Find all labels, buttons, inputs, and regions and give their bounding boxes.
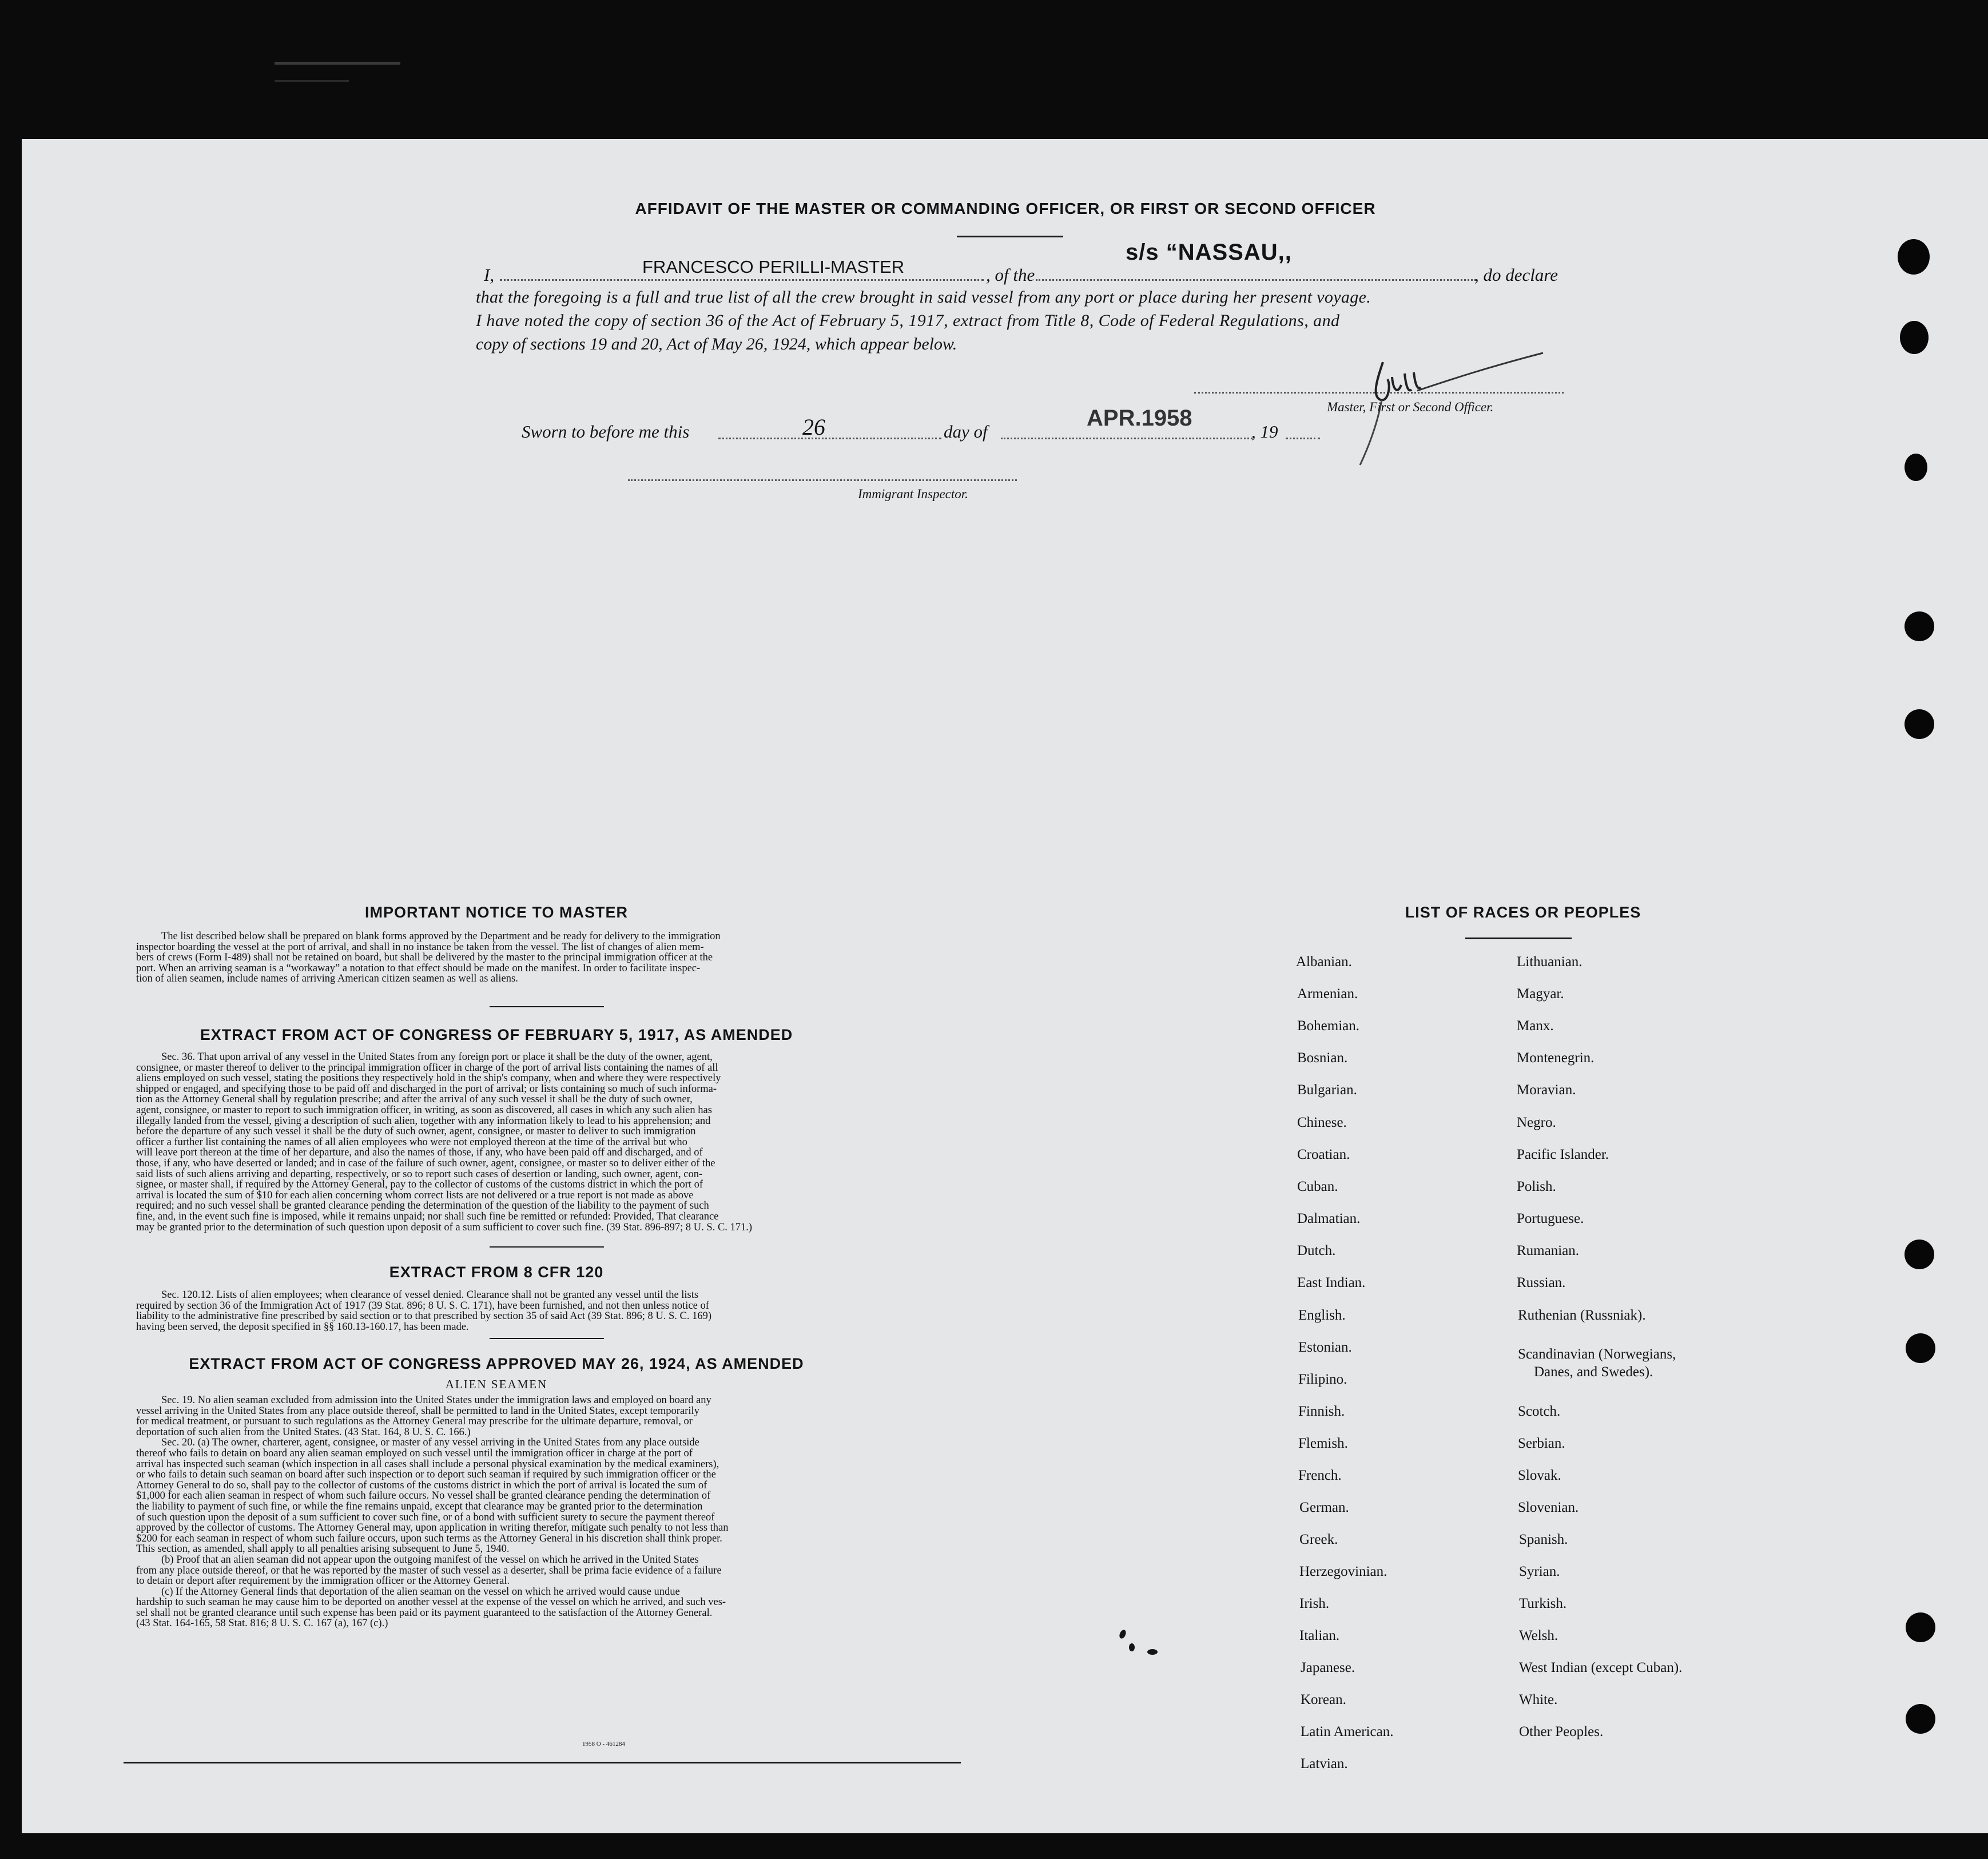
extract-1917-title: EXTRACT FROM ACT OF CONGRESS OF FEBRUARY 5, 1917, AS AMENDED: [200, 1026, 793, 1043]
law-line: to detain or deport after requirement by the immigration officer or the Attorney General.: [136, 1575, 510, 1587]
vessel-name-line: [1036, 279, 1476, 281]
law-line: will leave port thereon at the time of her departure, and also the names of those, if any, who have been paid off and discharged, and of: [136, 1147, 703, 1159]
race-item: Dutch.: [1297, 1243, 1336, 1258]
race-item: White.: [1519, 1692, 1558, 1707]
law-line: arrival has inspected such seaman (which inspection in all cases shall include a personal physical examination by the medical examiners),: [136, 1458, 719, 1470]
race-item: Spanish.: [1519, 1532, 1568, 1547]
law-line: of such question upon the deposit of a sum sufficient to cover such fine, or of a bond with sufficient surety to secure the payment thereof: [136, 1511, 715, 1523]
law-line: approved by the collector of customs. The Attorney General may, upon application in writing therefor, mitigate such penalty to not less than: [136, 1522, 729, 1534]
races-divider: [1465, 938, 1572, 939]
race-item: Welsh.: [1519, 1628, 1558, 1643]
race-item: French.: [1298, 1468, 1342, 1483]
law-line: deportation of such alien from the United States. (43 Stat. 164, 8 U. S. C. 166.): [136, 1426, 471, 1438]
law-line: Sec. 20. (a) The owner, charterer, agent, consignee, or master of any vessel arriving in the United States from any place outside: [161, 1437, 699, 1449]
race-item: Negro.: [1517, 1115, 1556, 1130]
declaration-line-2: I have noted the copy of section 36 of the Act of February 5, 1917, extract from Title 8, Code of Federal Regulations, and: [476, 311, 1340, 330]
punch-hole: [1900, 321, 1929, 354]
race-item: Bulgarian.: [1297, 1082, 1357, 1098]
i-label: I,: [484, 265, 495, 285]
race-item: Moravian.: [1517, 1082, 1576, 1098]
scanner-edge-mark: [275, 62, 400, 65]
sworn-day-line: [718, 438, 941, 439]
race-item: Scandinavian (Norwegians,: [1518, 1346, 1676, 1362]
race-item: Bohemian.: [1297, 1018, 1360, 1034]
race-item: Other Peoples.: [1519, 1724, 1604, 1739]
notice-line: inspector boarding the vessel at the port of arrival, and shall in no instance be taken from the vessel. The list of changes of alien mem-: [136, 941, 704, 953]
race-item: Serbian.: [1518, 1436, 1565, 1451]
extract-cfr-text: [136, 1290, 971, 1332]
extract-cfr-title: EXTRACT FROM 8 CFR 120: [389, 1264, 604, 1281]
law-line: required by section 36 of the Immigration Act of 1917 (39 Stat. 896; 8 U. S. C. 171), have been furnished, and not then unless notice of: [136, 1300, 709, 1312]
law-line: sel shall not be granted clearance until such expense has been paid or its payment guaranteed to the satisfaction of the Attorney General.: [136, 1607, 713, 1619]
vessel-name: s/s “NASSAU,,: [1126, 240, 1292, 265]
law-line: agent, consignee, or master to report to such immigration officer, in writing, as soon as discovered, all cases in which any such alien has: [136, 1104, 712, 1116]
race-item: Chinese.: [1297, 1115, 1347, 1130]
law-line: arrival is located the sum of $10 for each alien concerning whom correct lists are not delivered or a true report is not made as above: [136, 1189, 694, 1201]
race-item: Syrian.: [1519, 1564, 1560, 1579]
year-line: [1286, 438, 1320, 439]
race-item: Magyar.: [1517, 986, 1564, 1002]
master-name-line: [500, 279, 984, 281]
law-line: before the departure of any such vessel it shall be the duty of such owner, agent, consignee, or master to deliver to such immigration: [136, 1126, 696, 1138]
law-line: said lists of such aliens arriving and departing, respectively, or so to report such cases of desertion or landing, such owner, agent, con-: [136, 1168, 703, 1180]
law-line: (b) Proof that an alien seaman did not appear upon the outgoing manifest of the vessel on which he arrived in the United States: [161, 1554, 699, 1566]
section-divider: [490, 1246, 604, 1248]
race-item: Latvian.: [1301, 1756, 1348, 1771]
race-item: Finnish.: [1298, 1404, 1345, 1419]
race-item: Greek.: [1299, 1532, 1338, 1547]
race-item: Manx.: [1517, 1018, 1554, 1034]
extract-1924-title: EXTRACT FROM ACT OF CONGRESS APPROVED MAY 26, 1924, AS AMENDED: [189, 1355, 804, 1372]
race-item: Portuguese.: [1517, 1211, 1584, 1226]
section-divider: [490, 1338, 604, 1339]
notice-line: The list described below shall be prepared on blank forms approved by the Department and be ready for delivery to the immigration: [161, 931, 721, 942]
day-of-label: day of: [944, 422, 988, 442]
law-line: This section, as amended, shall apply to all penalties arising subsequent to June 5, 1940.: [136, 1543, 510, 1555]
race-item: Korean.: [1301, 1692, 1346, 1707]
race-item: Ruthenian (Russniak).: [1518, 1308, 1646, 1323]
do-declare-label: , do declare: [1474, 265, 1558, 285]
race-item: Armenian.: [1297, 986, 1358, 1002]
law-line: for medical treatment, or pursuant to such regulations as the Attorney General may prescribe for the ultimate departure, removal, or: [136, 1416, 693, 1428]
law-line: required; and no such vessel shall be granted clearance pending the determination of the question of the liability to the payment of such: [136, 1200, 709, 1212]
race-item: Latin American.: [1301, 1724, 1394, 1739]
law-line: fine, and, in the event such fine is imposed, while it remains unpaid; nor shall such fine be remitted or refunded: Provided, That clearance: [136, 1210, 719, 1222]
specks: [1118, 1629, 1127, 1640]
law-line: aliens employed on such vessel, stating the positions they respectively hold in the ship's company, when and where they were respectively: [136, 1072, 721, 1085]
law-line: officer a further list containing the names of all alien employees who were not employed thereon at the time of the arrival but who: [136, 1136, 687, 1148]
race-item: Montenegrin.: [1517, 1050, 1595, 1066]
race-item: Pacific Islander.: [1517, 1147, 1609, 1162]
scanner-edge-mark: [275, 80, 349, 82]
specks: [1129, 1643, 1135, 1651]
declaration-line-3: copy of sections 19 and 20, Act of May 26, 1924, which appear below.: [476, 335, 957, 353]
notice-text: [136, 931, 971, 984]
extract-1924-text: [136, 1395, 983, 1629]
specks: [1147, 1649, 1158, 1655]
law-line: Attorney General to do so, shall pay to the collector of customs of the customs district in which the port of arrival is located the sum of: [136, 1479, 707, 1491]
race-item: Bosnian.: [1297, 1050, 1348, 1066]
punch-hole: [1906, 1612, 1935, 1642]
race-item: Danes, and Swedes).: [1534, 1364, 1653, 1380]
punch-hole: [1904, 1240, 1934, 1269]
notice-line: port. When an arriving seaman is a “workaway” a notation to that effect should be made on the manifest. In order to facilitate inspec-: [136, 962, 701, 974]
law-line: signee, or master shall, if required by the Attorney General, pay to the collector of customs of the customs district in which the port of: [136, 1179, 703, 1191]
races-title: LIST OF RACES OR PEOPLES: [1405, 904, 1641, 921]
punch-hole: [1906, 1704, 1935, 1734]
declaration-line-1: that the foregoing is a full and true list of all the crew brought in said vessel from any port or place during her present voyage.: [476, 288, 1371, 307]
race-item: Filipino.: [1298, 1372, 1347, 1387]
law-line: liability to the administrative fine prescribed by said section or to that prescribed by section 35 of said Act (39 Stat. 896; 8 U. S. C. 169): [136, 1310, 712, 1322]
law-line: shipped or engaged, and specifying those to be paid off and discharged in the port of arrival; or lists containing so much of such informa-: [136, 1083, 717, 1095]
race-item: Dalmatian.: [1297, 1211, 1361, 1226]
notice-title: IMPORTANT NOTICE TO MASTER: [365, 904, 628, 921]
year-label: , 19: [1251, 422, 1278, 442]
race-item: Russian.: [1517, 1275, 1566, 1290]
section-divider: [490, 1006, 604, 1007]
law-line: Sec. 19. No alien seaman excluded from admission into the United States under the immigration laws and employed on board any: [161, 1395, 711, 1406]
race-item: Turkish.: [1519, 1596, 1567, 1611]
race-item: Croatian.: [1297, 1147, 1350, 1162]
race-item: English.: [1298, 1308, 1346, 1323]
affidavit-title: AFFIDAVIT OF THE MASTER OR COMMANDING OFFICER, OR FIRST OR SECOND OFFICER: [635, 200, 1376, 217]
race-item: Scotch.: [1518, 1404, 1561, 1419]
race-item: German.: [1299, 1500, 1349, 1515]
signer-label: Master, First or Second Officer.: [1327, 400, 1494, 414]
law-line: the liability to payment of such fine, or while the fine remains unpaid, except that clearance may be granted prior to the determination: [136, 1500, 703, 1512]
notice-line: bers of crews (Form I-489) shall not be retained on board, but shall be delivered by the master to the principal immigration officer at the: [136, 952, 713, 964]
punch-hole: [1904, 709, 1934, 739]
race-item: Lithuanian.: [1517, 954, 1583, 970]
law-line: from any place outside thereof, or that he was reported by the master of such vessel as a deserter, shall be prima facie evidence of a failure: [136, 1564, 722, 1576]
sworn-date-stamp: APR.1958: [1087, 406, 1192, 431]
race-item: Flemish.: [1298, 1436, 1348, 1451]
race-item: Slovenian.: [1518, 1500, 1579, 1515]
race-item: East Indian.: [1297, 1275, 1366, 1290]
race-item: Albanian.: [1296, 954, 1352, 970]
race-item: Estonian.: [1298, 1340, 1352, 1355]
law-line: Sec. 120.12. Lists of alien employees; when clearance of vessel denied. Clearance shall not be granted any vessel until the lists: [161, 1289, 699, 1301]
inspector-line: [628, 479, 1017, 481]
bottom-rule: [124, 1762, 961, 1763]
law-line: hardship to such seaman he may cause him to be deported on another vessel at the expense of the vessel on which he arrived, and such ves-: [136, 1596, 726, 1608]
race-item: West Indian (except Cuban).: [1519, 1660, 1683, 1675]
law-line: vessel arriving in the United States from any place outside thereof, shall be permitted to land in the United States, except temporarily: [136, 1405, 699, 1417]
of-the-label: , of the: [986, 265, 1035, 285]
master-name: FRANCESCO PERILLI-MASTER: [642, 257, 905, 277]
law-line: $200 for each seaman in respect of whom such failure occurs, upon such terms as the Attorney General in his discretion shall think proper.: [136, 1532, 722, 1544]
law-line: consignee, or master thereof to deliver to the principal immigration officer in charge of the port of arrival lists containing the names of all: [136, 1062, 718, 1074]
law-line: having been served, the deposit specified in §§ 160.13-160.17, has been made.: [136, 1321, 469, 1333]
law-line: illegally landed from the vessel, giving a description of such alien, together with any information likely to lead to his apprehension; and: [136, 1115, 711, 1127]
law-line: Sec. 36. That upon arrival of any vessel in the United States from any foreign port or place it shall be the duty of the owner, agent,: [161, 1051, 713, 1063]
law-line: $1,000 for each alien seaman in respect of whom such failure occurs. No vessel shall be granted clearance pending the determination of: [136, 1490, 711, 1502]
race-item: Cuban.: [1297, 1179, 1338, 1194]
race-item: Slovak.: [1518, 1468, 1561, 1483]
race-item: Irish.: [1299, 1596, 1330, 1611]
punch-hole: [1898, 239, 1930, 275]
law-line: those, if any, who have deserted or landed; and in case of the failure of such owner, agent, consignee, or master so to deliver either of the: [136, 1157, 715, 1169]
law-line: tion as the Attorney General shall by regulation prescribe; and after the arrival of any such vessel it shall be the duty of such owner,: [136, 1094, 693, 1106]
law-line: (c) If the Attorney General finds that deportation of the alien seaman on the vessel on which he arrived would cause undue: [161, 1586, 680, 1598]
title-divider: [957, 236, 1063, 237]
law-line: thereof who fails to detain on board any alien seaman employed on such vessel until the immigration officer in charge at the port of: [136, 1447, 693, 1459]
inspector-label: Immigrant Inspector.: [858, 487, 968, 501]
extract-1924-subtitle: ALIEN SEAMEN: [445, 1377, 548, 1391]
punch-hole: [1906, 1333, 1935, 1363]
race-item: Italian.: [1299, 1628, 1340, 1643]
sworn-label: Sworn to before me this: [522, 422, 690, 442]
punch-hole: [1904, 611, 1934, 641]
print-code: 1958 O - 461284: [582, 1741, 625, 1747]
race-item: Rumanian.: [1517, 1243, 1580, 1258]
law-line: (43 Stat. 164-165, 58 Stat. 816; 8 U. S. C. 167 (a), 167 (c).): [136, 1618, 388, 1630]
race-item: Polish.: [1517, 1179, 1556, 1194]
law-line: may be granted prior to the determination of such question upon deposit of a sum sufficient to cover such fine. (39 Stat. 896-897; 8 U. S. C. 171.): [136, 1221, 753, 1233]
document-page: [22, 139, 1988, 1833]
extract-1917-text: [136, 1052, 971, 1233]
notice-line: tion of alien seamen, include names of arriving American citizen seamen as well as aliens.: [136, 973, 518, 985]
race-item: Herzegovinian.: [1299, 1564, 1387, 1579]
race-item: Japanese.: [1301, 1660, 1355, 1675]
law-line: or who fails to detain such seaman on board after such inspection or to deport such seaman if required by such immigration officer or the: [136, 1469, 716, 1481]
punch-hole: [1904, 454, 1927, 481]
sworn-date-line: [1001, 438, 1253, 439]
sworn-day: 26: [802, 414, 825, 440]
